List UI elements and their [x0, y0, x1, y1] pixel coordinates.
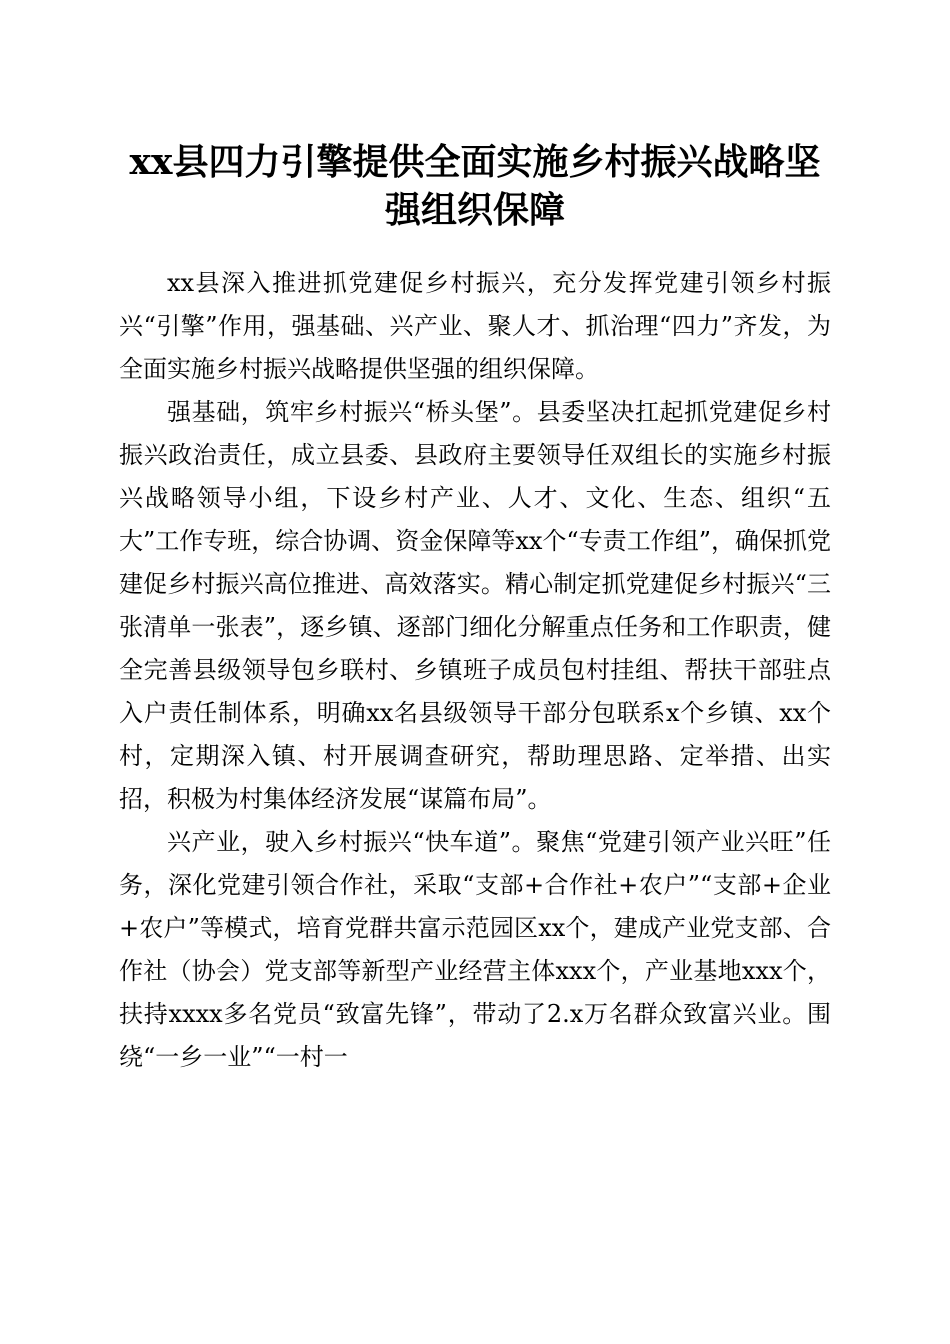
title-line-1: xx县四力引擎提供全面实施乡村振兴战略坚: [129, 141, 821, 183]
document-title: [100, 138, 850, 234]
title-line-2: 强组织保障: [384, 189, 565, 231]
paragraph-intro: xx县深入推进抓党建促乡村振兴，充分发挥党建引领乡村振兴“引擎”作用，强基础、兴产业、聚人才、抓治理“四力”齐发，为全面实施乡村振兴战略提供坚强的组织保障。: [119, 269, 831, 383]
paragraph-strengthen-foundation: 强基础，筑牢乡村振兴“桥头堡”。县委坚决扛起抓党建促乡村振兴政治责任，成立县委、县政府主要领导任双组长的实施乡村振兴战略领导小组，下设乡村产业、人才、文化、生态、组织“五大”工作专班，综合协调、资金保障等xx个“专责工作组”，确保抓党建促乡村振兴高位推进、高效落实。精心制定抓党建促乡村振兴“三张清单一张表”，逐乡镇、逐部门细化分解重点任务和工作职责，健全完善县级领导包乡联村、乡镇班子成员包村挂组、帮扶干部驻点入户责任制体系，明确xx名县级领导干部分包联系x个乡镇、xx个村，定期深入镇、村开展调查研究，帮助理思路、定举措、出实招，积极为村集体经济发展“谋篇布局”。: [119, 398, 831, 813]
document-body: [119, 262, 831, 1079]
paragraph-develop-industry: 兴产业，驶入乡村振兴“快车道”。聚焦“党建引领产业兴旺”任务，深化党建引领合作社，采取“支部+合作社+农户”“支部+企业+农户”等模式，培育党群共富示范园区xx个，建成产业党支部、合作社（协会）党支部等新型产业经营主体xxx个，产业基地xxx个，扶持xxxx多名党员“致富先锋”，带动了2.x万名群众致富兴业。围绕“一乡一业”“一村一: [119, 828, 831, 1071]
